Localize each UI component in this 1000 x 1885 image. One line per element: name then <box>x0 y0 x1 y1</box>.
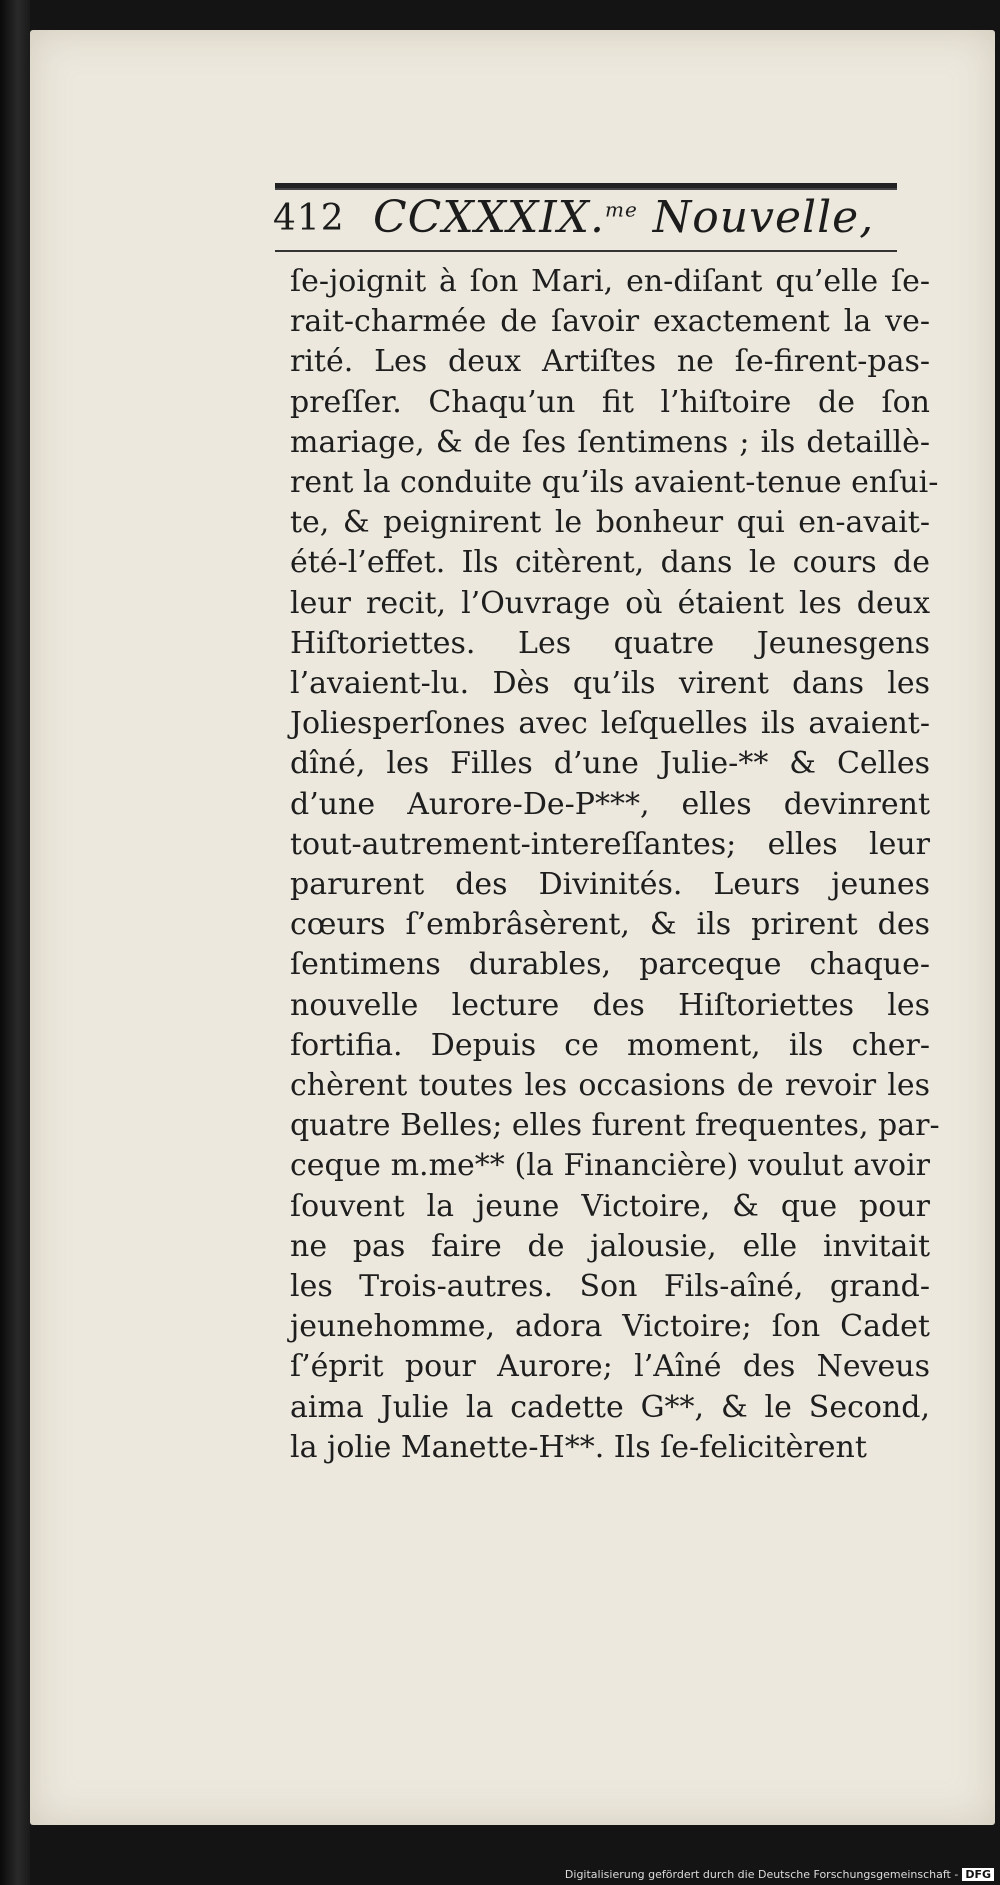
text-line: quatre Belles; elles furent frequentes, par- <box>290 1108 940 1144</box>
text-line: preſſer. Chaqu’un fit l’hiſtoire de ſon <box>290 384 930 420</box>
text-line: ſe-joignit à ſon Mari, en-diſant qu’elle ſe- <box>290 264 930 299</box>
page-number: 412 <box>273 198 345 239</box>
text-line: été-l’effet. Ils citèrent, dans le cours de <box>290 545 930 581</box>
chapter-title-sup: me <box>605 197 638 222</box>
text-line: mariage, & de ſes ſentimens ; ils detaillè- <box>290 424 930 460</box>
text-line: les Trois-autres. Son Fils-aîné, grand- <box>290 1269 930 1305</box>
text-line: tout-autrement-intereſſantes; elles leur <box>290 826 930 862</box>
running-header <box>273 192 903 252</box>
text-line: chèrent toutes les occasions de revoir les <box>290 1068 930 1104</box>
text-line: rent la conduite qu’ils avaient-tenue enſui- <box>290 465 939 501</box>
text-line: cœurs ſ’embrâsèrent, & ils prirent des <box>290 907 930 943</box>
text-line: parurent des Divinités. Leurs jeunes <box>290 867 930 903</box>
book-spine <box>0 0 30 1885</box>
text-line: dîné, les Filles d’une Julie-** & Celles <box>290 746 930 782</box>
text-line: ceque m.me** (la Financière) voulut avoir <box>290 1148 930 1184</box>
text-line: ſ’éprit pour Aurore; l’Aîné des Neveus <box>290 1349 930 1385</box>
text-line: aima Julie la cadette G**, & le Second, <box>290 1389 930 1425</box>
chapter-title-main: CCXXXIX. <box>373 192 605 243</box>
text-line: d’une Aurore-De-P***, elles devinrent <box>290 786 930 822</box>
text-line: nouvelle lecture des Hiſtoriettes les <box>290 987 930 1023</box>
text-line: l’avaient-lu. Dès qu’ils virent dans les <box>290 666 930 702</box>
header-rule-bottom <box>275 250 897 252</box>
chapter-title <box>373 192 874 243</box>
digitization-credit <box>565 1868 994 1881</box>
text-line: ne pas faire de jalousie, elle invitait <box>290 1228 930 1264</box>
text-line: Joliesperſones avec leſquelles ils avaient- <box>290 706 930 742</box>
text-line: la jolie Manette-H**. Ils ſe-felicitèrent <box>290 1429 867 1465</box>
dfg-logo: DFG <box>962 1868 994 1881</box>
header-rule-top <box>275 183 897 190</box>
text-line: ſentimens durables, parceque chaque- <box>290 947 930 983</box>
chapter-title-rest: Nouvelle, <box>637 192 875 243</box>
credit-text: Digitalisierung gefördert durch die Deutsche Forschungsgemeinschaft - <box>564 1868 959 1881</box>
text-line: ſouvent la jeune Victoire, & que pour <box>290 1188 930 1224</box>
text-line: leur recit, l’Ouvrage où étaient les deux <box>290 585 930 621</box>
text-line: fortifia. Depuis ce moment, ils cher- <box>290 1027 930 1063</box>
text-line: Hiſtoriettes. Les quatre Jeunesgens <box>290 625 930 661</box>
text-line: rait-charmée de ſavoir exactement la ve- <box>290 304 930 340</box>
text-line: te, & peignirent le bonheur qui en-avait- <box>290 505 930 541</box>
text-line: rité. Les deux Artiſtes ne ſe-firent-pas- <box>290 344 930 380</box>
text-line: jeunehomme, adora Victoire; ſon Cadet <box>290 1309 930 1345</box>
body-text <box>290 262 940 1468</box>
